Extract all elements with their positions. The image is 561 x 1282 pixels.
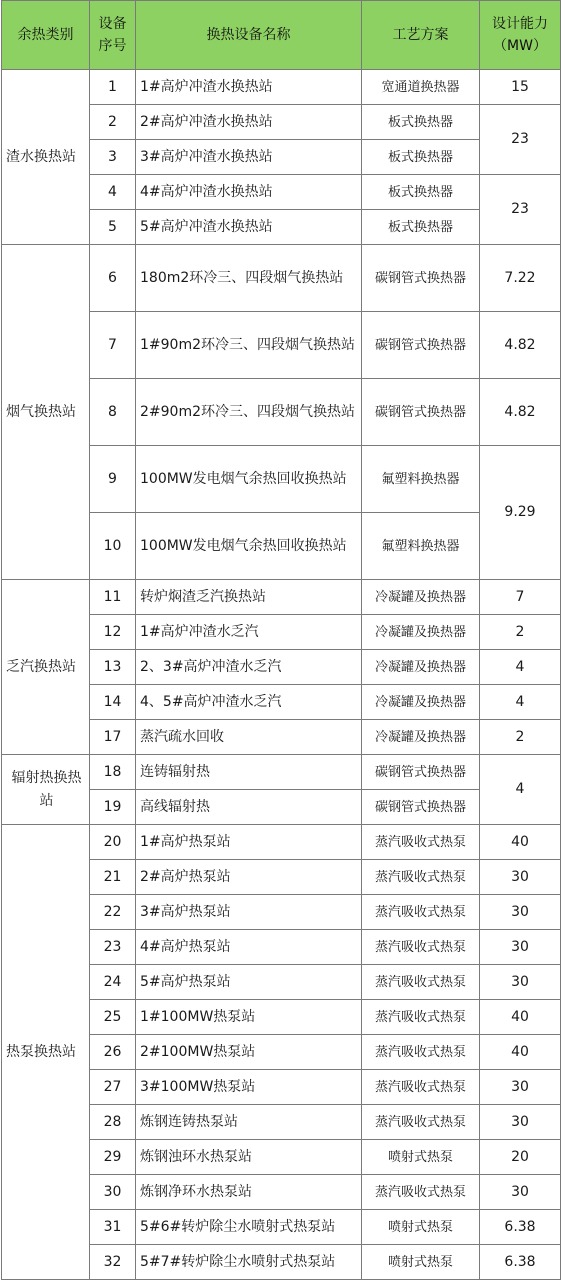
seq-cell: 8 bbox=[90, 379, 136, 446]
process-cell: 蒸汽吸收式热泵 bbox=[362, 1070, 480, 1105]
seq-cell: 1 bbox=[90, 70, 136, 105]
process-cell: 冷凝罐及换热器 bbox=[362, 580, 480, 615]
process-cell: 蒸汽吸收式热泵 bbox=[362, 895, 480, 930]
header-seq: 设备序号 bbox=[90, 1, 136, 70]
seq-cell: 14 bbox=[90, 685, 136, 720]
capacity-cell: 9.29 bbox=[480, 446, 561, 580]
process-cell: 喷射式热泵 bbox=[362, 1245, 480, 1280]
name-cell: 180m2环冷三、四段烟气换热站 bbox=[136, 245, 362, 312]
name-cell: 5#高炉冲渣水换热站 bbox=[136, 210, 362, 245]
name-cell: 炼钢浊环水热泵站 bbox=[136, 1140, 362, 1175]
capacity-cell: 2 bbox=[480, 615, 561, 650]
name-cell: 4、5#高炉冲渣水乏汽 bbox=[136, 685, 362, 720]
name-cell: 100MW发电烟气余热回收换热站 bbox=[136, 513, 362, 580]
name-cell: 1#高炉冲渣水换热站 bbox=[136, 70, 362, 105]
table-row bbox=[2, 70, 561, 105]
name-cell: 炼钢连铸热泵站 bbox=[136, 1105, 362, 1140]
seq-cell: 23 bbox=[90, 930, 136, 965]
seq-cell: 24 bbox=[90, 965, 136, 1000]
process-cell: 板式换热器 bbox=[362, 175, 480, 210]
process-cell: 喷射式热泵 bbox=[362, 1140, 480, 1175]
process-cell: 碳钢管式换热器 bbox=[362, 245, 480, 312]
category-cell: 乏汽换热站 bbox=[2, 580, 90, 755]
process-cell: 蒸汽吸收式热泵 bbox=[362, 965, 480, 1000]
category-cell: 辐射热换热站 bbox=[2, 755, 90, 825]
seq-cell: 29 bbox=[90, 1140, 136, 1175]
seq-cell: 28 bbox=[90, 1105, 136, 1140]
capacity-cell: 30 bbox=[480, 1175, 561, 1210]
process-cell: 冷凝罐及换热器 bbox=[362, 615, 480, 650]
seq-cell: 10 bbox=[90, 513, 136, 580]
process-cell: 蒸汽吸收式热泵 bbox=[362, 1105, 480, 1140]
name-cell: 1#高炉热泵站 bbox=[136, 825, 362, 860]
capacity-cell: 6.38 bbox=[480, 1210, 561, 1245]
process-cell: 冷凝罐及换热器 bbox=[362, 650, 480, 685]
capacity-cell: 4 bbox=[480, 755, 561, 825]
seq-cell: 31 bbox=[90, 1210, 136, 1245]
header-capacity: 设计能力（MW） bbox=[480, 1, 561, 70]
capacity-cell: 4.82 bbox=[480, 379, 561, 446]
capacity-cell: 23 bbox=[480, 175, 561, 245]
capacity-cell: 30 bbox=[480, 1105, 561, 1140]
seq-cell: 5 bbox=[90, 210, 136, 245]
capacity-cell: 6.38 bbox=[480, 1245, 561, 1280]
process-cell: 板式换热器 bbox=[362, 210, 480, 245]
name-cell: 3#100MW热泵站 bbox=[136, 1070, 362, 1105]
seq-cell: 17 bbox=[90, 720, 136, 755]
capacity-cell: 4.82 bbox=[480, 312, 561, 379]
name-cell: 100MW发电烟气余热回收换热站 bbox=[136, 446, 362, 513]
process-cell: 蒸汽吸收式热泵 bbox=[362, 930, 480, 965]
process-cell: 蒸汽吸收式热泵 bbox=[362, 1000, 480, 1035]
name-cell: 2#高炉冲渣水换热站 bbox=[136, 105, 362, 140]
capacity-cell: 30 bbox=[480, 860, 561, 895]
table-row bbox=[2, 580, 561, 615]
table-row bbox=[2, 245, 561, 312]
table-row bbox=[2, 755, 561, 790]
name-cell: 4#高炉冲渣水换热站 bbox=[136, 175, 362, 210]
seq-cell: 3 bbox=[90, 140, 136, 175]
waste-heat-equipment-table bbox=[1, 0, 561, 1280]
capacity-cell: 4 bbox=[480, 650, 561, 685]
capacity-cell: 7.22 bbox=[480, 245, 561, 312]
capacity-cell: 30 bbox=[480, 965, 561, 1000]
process-cell: 蒸汽吸收式热泵 bbox=[362, 825, 480, 860]
name-cell: 2、3#高炉冲渣水乏汽 bbox=[136, 650, 362, 685]
name-cell: 5#7#转炉除尘水喷射式热泵站 bbox=[136, 1245, 362, 1280]
process-cell: 碳钢管式换热器 bbox=[362, 312, 480, 379]
process-cell: 冷凝罐及换热器 bbox=[362, 720, 480, 755]
process-cell: 蒸汽吸收式热泵 bbox=[362, 860, 480, 895]
seq-cell: 30 bbox=[90, 1175, 136, 1210]
process-cell: 蒸汽吸收式热泵 bbox=[362, 1175, 480, 1210]
name-cell: 3#高炉热泵站 bbox=[136, 895, 362, 930]
capacity-cell: 30 bbox=[480, 1070, 561, 1105]
capacity-cell: 40 bbox=[480, 825, 561, 860]
process-cell: 宽通道换热器 bbox=[362, 70, 480, 105]
seq-cell: 2 bbox=[90, 105, 136, 140]
name-cell: 5#6#转炉除尘水喷射式热泵站 bbox=[136, 1210, 362, 1245]
process-cell: 喷射式热泵 bbox=[362, 1210, 480, 1245]
process-cell: 蒸汽吸收式热泵 bbox=[362, 1035, 480, 1070]
name-cell: 5#高炉热泵站 bbox=[136, 965, 362, 1000]
seq-cell: 6 bbox=[90, 245, 136, 312]
category-cell: 渣水换热站 bbox=[2, 70, 90, 245]
category-cell: 热泵换热站 bbox=[2, 825, 90, 1280]
capacity-cell: 2 bbox=[480, 720, 561, 755]
capacity-cell: 30 bbox=[480, 895, 561, 930]
table-header bbox=[2, 1, 561, 70]
seq-cell: 19 bbox=[90, 790, 136, 825]
seq-cell: 22 bbox=[90, 895, 136, 930]
process-cell: 板式换热器 bbox=[362, 140, 480, 175]
table-row bbox=[2, 825, 561, 860]
seq-cell: 12 bbox=[90, 615, 136, 650]
name-cell: 高线辐射热 bbox=[136, 790, 362, 825]
name-cell: 1#高炉冲渣水乏汽 bbox=[136, 615, 362, 650]
process-cell: 碳钢管式换热器 bbox=[362, 755, 480, 790]
process-cell: 冷凝罐及换热器 bbox=[362, 685, 480, 720]
process-cell: 板式换热器 bbox=[362, 105, 480, 140]
seq-cell: 13 bbox=[90, 650, 136, 685]
seq-cell: 7 bbox=[90, 312, 136, 379]
name-cell: 3#高炉冲渣水换热站 bbox=[136, 140, 362, 175]
capacity-cell: 40 bbox=[480, 1035, 561, 1070]
name-cell: 1#90m2环冷三、四段烟气换热站 bbox=[136, 312, 362, 379]
name-cell: 炼钢净环水热泵站 bbox=[136, 1175, 362, 1210]
capacity-cell: 7 bbox=[480, 580, 561, 615]
process-cell: 氟塑料换热器 bbox=[362, 446, 480, 513]
seq-cell: 25 bbox=[90, 1000, 136, 1035]
capacity-cell: 15 bbox=[480, 70, 561, 105]
seq-cell: 20 bbox=[90, 825, 136, 860]
seq-cell: 21 bbox=[90, 860, 136, 895]
name-cell: 2#高炉热泵站 bbox=[136, 860, 362, 895]
category-cell: 烟气换热站 bbox=[2, 245, 90, 580]
capacity-cell: 30 bbox=[480, 930, 561, 965]
header-name: 换热设备名称 bbox=[136, 1, 362, 70]
header-process: 工艺方案 bbox=[362, 1, 480, 70]
name-cell: 4#高炉热泵站 bbox=[136, 930, 362, 965]
seq-cell: 18 bbox=[90, 755, 136, 790]
process-cell: 碳钢管式换热器 bbox=[362, 379, 480, 446]
seq-cell: 26 bbox=[90, 1035, 136, 1070]
capacity-cell: 20 bbox=[480, 1140, 561, 1175]
seq-cell: 27 bbox=[90, 1070, 136, 1105]
seq-cell: 4 bbox=[90, 175, 136, 210]
name-cell: 蒸汽疏水回收 bbox=[136, 720, 362, 755]
header-row bbox=[2, 1, 561, 70]
process-cell: 氟塑料换热器 bbox=[362, 513, 480, 580]
name-cell: 2#100MW热泵站 bbox=[136, 1035, 362, 1070]
name-cell: 转炉焖渣乏汽换热站 bbox=[136, 580, 362, 615]
name-cell: 1#100MW热泵站 bbox=[136, 1000, 362, 1035]
seq-cell: 11 bbox=[90, 580, 136, 615]
capacity-cell: 4 bbox=[480, 685, 561, 720]
seq-cell: 32 bbox=[90, 1245, 136, 1280]
name-cell: 连铸辐射热 bbox=[136, 755, 362, 790]
process-cell: 碳钢管式换热器 bbox=[362, 790, 480, 825]
capacity-cell: 23 bbox=[480, 105, 561, 175]
table-body bbox=[2, 70, 561, 1280]
header-category: 余热类别 bbox=[2, 1, 90, 70]
name-cell: 2#90m2环冷三、四段烟气换热站 bbox=[136, 379, 362, 446]
capacity-cell: 40 bbox=[480, 1000, 561, 1035]
seq-cell: 9 bbox=[90, 446, 136, 513]
